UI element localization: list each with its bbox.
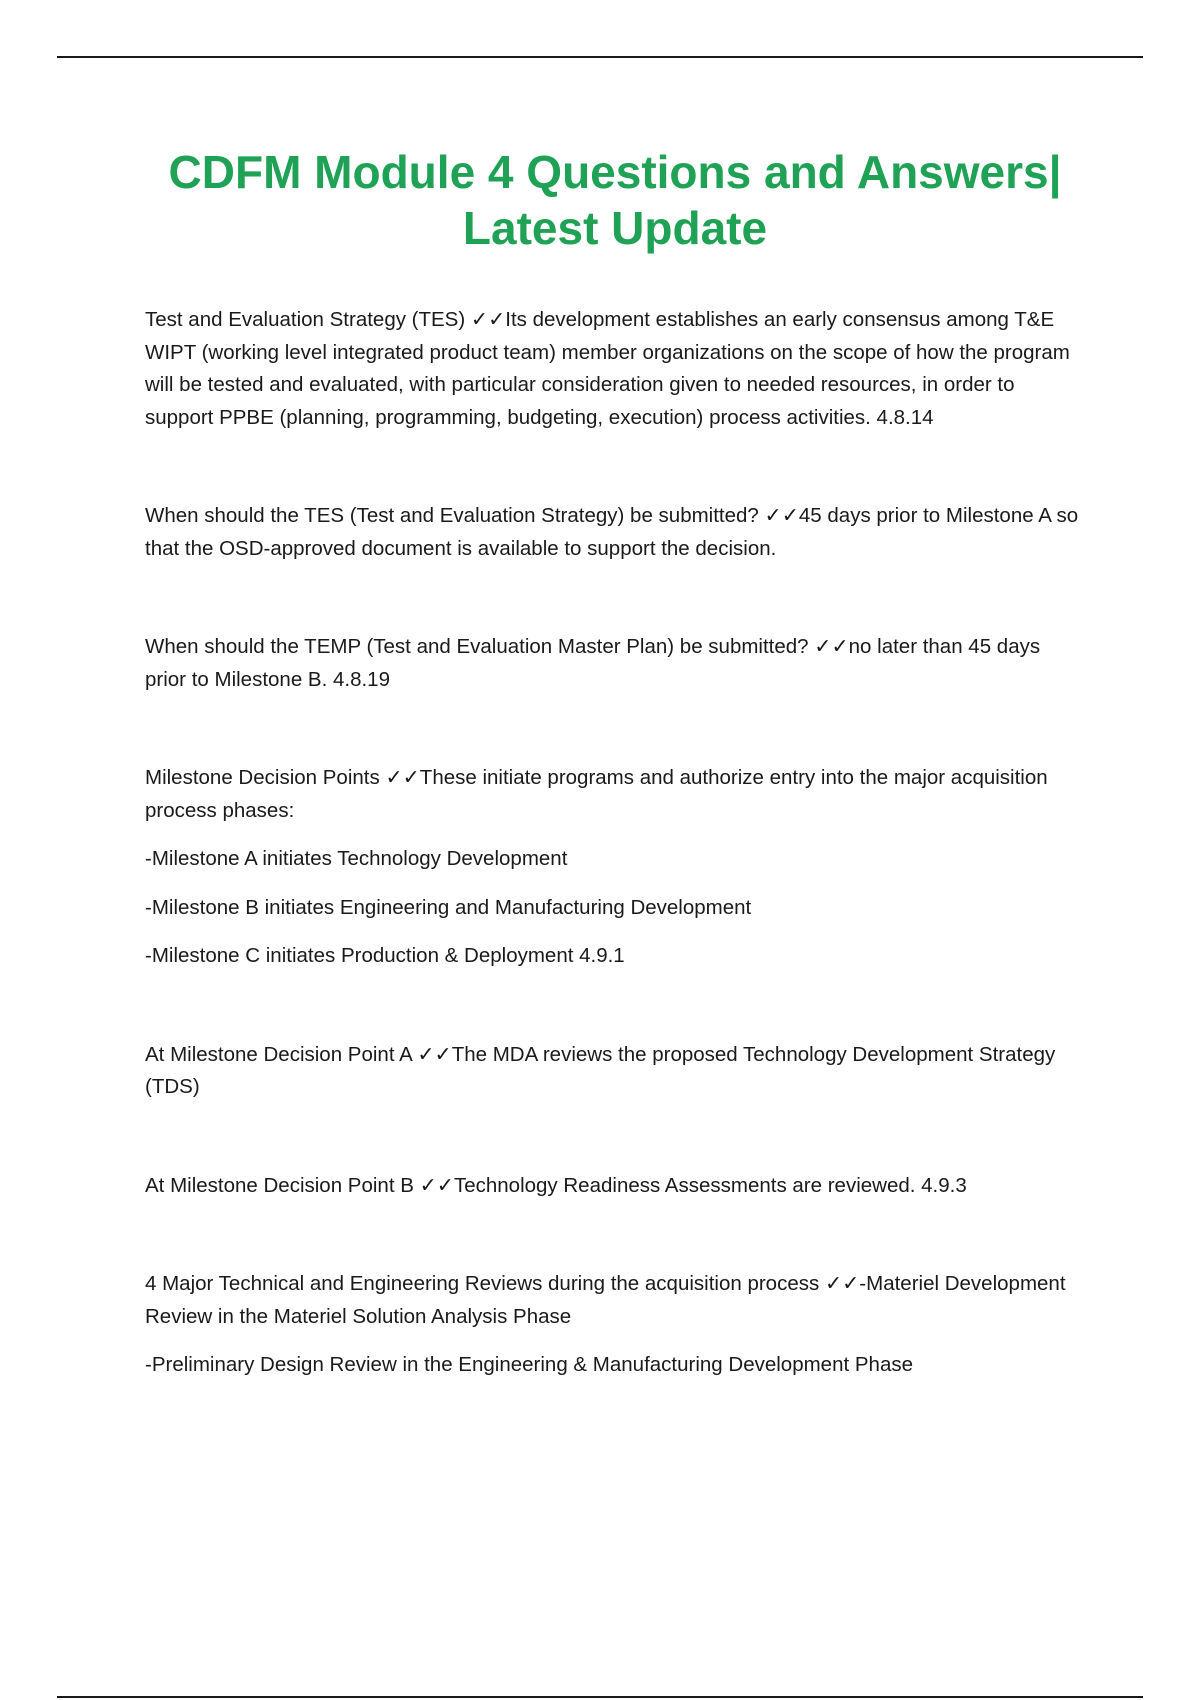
check-icon: ✓✓: [417, 1042, 452, 1066]
question-term: Test and Evaluation Strategy (TES): [145, 308, 466, 331]
answer-text: Technology Readiness Assessments are reviewed. 4.9.3: [453, 1173, 967, 1197]
qa-entry: [145, 1170, 1085, 1203]
check-icon: ✓✓: [470, 308, 506, 331]
list-item: -Milestone C initiates Production & Deployment 4.9.1: [145, 944, 625, 967]
qa-entry: [145, 304, 1085, 434]
list-item: -Preliminary Design Review in the Engineering & Manufacturing Development Phase: [145, 1353, 913, 1376]
question-term: At Milestone Decision Point B: [145, 1173, 414, 1197]
question-term: When should the TEMP (Test and Evaluation Master Plan) be submitted?: [145, 635, 809, 658]
document-body: [145, 304, 1085, 1382]
answer-text: no later than 45 days prior to Milestone B. 4.8.19: [145, 635, 1041, 691]
qa-entry: [145, 631, 1085, 696]
bottom-rule: [57, 1696, 1143, 1698]
qa-entry: [145, 1039, 1085, 1104]
answer-text: -Materiel Development Review in the Materiel Solution Analysis Phase: [145, 1272, 1066, 1328]
document-title: CDFM Module 4 Questions and Answers| Latest Update: [168, 146, 1062, 254]
check-icon: ✓✓: [824, 1272, 860, 1295]
answer-text: 45 days prior to Milestone A so that the OSD-approved document is available to support the decision.: [145, 504, 1079, 560]
list-item: -Milestone A initiates Technology Development: [145, 847, 568, 870]
check-icon: ✓✓: [814, 635, 849, 658]
check-icon: ✓✓: [385, 766, 420, 789]
question-term: When should the TES (Test and Evaluation Strategy) be submitted?: [145, 504, 759, 527]
question-term: At Milestone Decision Point A: [145, 1042, 412, 1066]
top-rule: [57, 56, 1143, 58]
answer-text: Its development establishes an early consensus among T&E WIPT (working level integrated product team) member organizations on the scope of how the program will be tested and evaluated, with particular consideration given to needed resources, in order to support PPBE (planning, programming, budgeting, execution) process activities. 4.8.14: [145, 308, 1070, 429]
list-item: -Milestone B initiates Engineering and Manufacturing Development: [145, 895, 752, 919]
qa-entry: [145, 1268, 1085, 1333]
answer-text: The MDA reviews the proposed Technology Development Strategy (TDS): [145, 1042, 1056, 1098]
qa-entry: [145, 500, 1085, 565]
question-term: Milestone Decision Points: [145, 766, 380, 789]
question-term: 4 Major Technical and Engineering Reviews during the acquisition process: [145, 1272, 820, 1295]
answer-text: These initiate programs and authorize entry into the major acquisition process phases:: [145, 766, 1048, 822]
check-icon: ✓✓: [419, 1173, 454, 1197]
qa-entry: [145, 762, 1085, 827]
check-icon: ✓✓: [764, 504, 799, 527]
